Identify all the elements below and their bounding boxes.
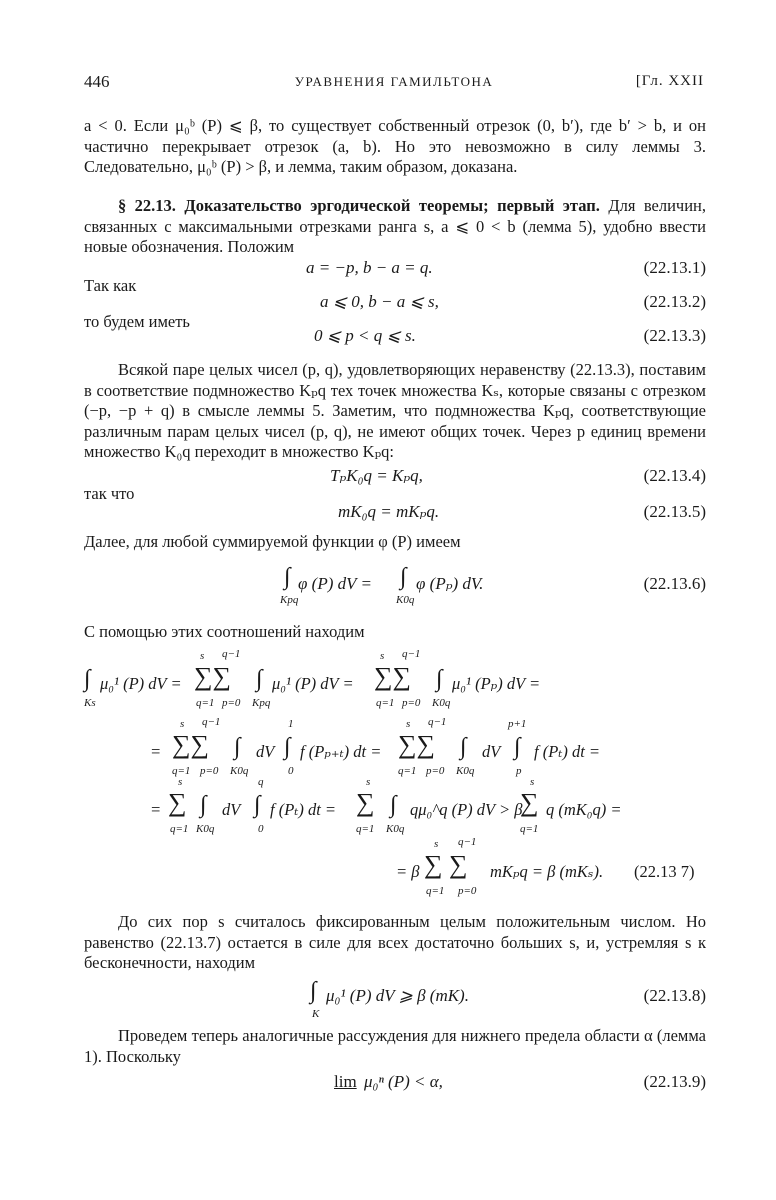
integral-sign: ∫ bbox=[436, 666, 443, 692]
sum-limit: q−1 bbox=[428, 716, 447, 728]
term: q (mK₀q) = bbox=[546, 800, 622, 819]
integral-sign: ∫ bbox=[234, 734, 241, 760]
sum-sign: ∑ ∑ bbox=[424, 850, 468, 879]
integral-limit: K0q bbox=[196, 823, 215, 835]
page-header bbox=[84, 72, 704, 96]
equation-number: (22.13.3) bbox=[643, 326, 706, 345]
integral-limit: K bbox=[312, 1008, 320, 1020]
equation-number: (22.13.9) bbox=[643, 1072, 706, 1091]
equation-number: (22.13.1) bbox=[643, 258, 706, 277]
term: f (Pₜ) dt = bbox=[534, 742, 601, 761]
integral-limit: p bbox=[516, 765, 522, 777]
equation-number: (22.13.2) bbox=[643, 292, 706, 311]
sum-limit: q=1 bbox=[398, 765, 417, 777]
term: μ₀¹ (P) dV = bbox=[100, 674, 182, 693]
sum-limit: q=1 bbox=[426, 885, 445, 897]
pairs-paragraph: Всякой паре целых чисел (p, q), удовлетворяющих неравенству (22.13.3), поставим в соответствие подмножество Kₚq тех точек множества Kₛ, которые связаны с отрезком (−p, −p + q) в смысле леммы 5. Заметим, что подмножества Kₚq, соответствующие различным парам целых чисел (p, q), не имеют общих точек. Через p единиц времени множество K₀q переходит в множество Kₚq: bbox=[84, 360, 706, 461]
sum-limit: q=1 bbox=[376, 697, 395, 709]
equation-number: (22.13.5) bbox=[643, 502, 706, 521]
sum-limit: q=1 bbox=[172, 765, 191, 777]
sum-limit: s bbox=[178, 776, 183, 788]
integral-limit: K0q bbox=[386, 823, 405, 835]
equation-22-13-6 bbox=[84, 564, 706, 612]
integral-sign: ∫ bbox=[460, 734, 467, 760]
equation-number: (22.13.4) bbox=[643, 466, 706, 485]
integral-limit: q bbox=[258, 776, 264, 788]
label-to-budem: то будем иметь bbox=[84, 312, 190, 331]
sum-limit: s bbox=[200, 650, 205, 662]
term: f (Pₜ) dt = bbox=[270, 800, 337, 819]
term: qμ₀^q (P) dV > β bbox=[410, 800, 523, 819]
equation-22-13-1 bbox=[84, 258, 706, 282]
integral-sign: ∫ bbox=[254, 792, 261, 818]
page-number: 446 bbox=[84, 72, 110, 91]
integral-sign: ∫ bbox=[84, 666, 91, 692]
equation-formula: μ₀ⁿ (P) < α, bbox=[364, 1072, 443, 1091]
sum-limit: q=1 bbox=[170, 823, 189, 835]
sum-limit: q−1 bbox=[202, 716, 221, 728]
equation-number: (22.13.8) bbox=[643, 986, 706, 1005]
equation-formula: TₚK₀q = Kₚq, bbox=[330, 466, 423, 485]
equation-formula: 0 ⩽ p < q ⩽ s. bbox=[314, 326, 416, 345]
integral-sign: ∫ bbox=[514, 734, 521, 760]
sum-sign: ∑ bbox=[520, 788, 539, 817]
term: μ₀¹ (Pₚ) dV = bbox=[452, 674, 541, 693]
chapter-label: [Гл. XXII bbox=[635, 73, 704, 89]
sum-limit: p=0 bbox=[222, 697, 241, 709]
equation-22-13-5 bbox=[84, 502, 706, 526]
sum-limit: s bbox=[406, 718, 411, 730]
section-text: Для величин, связанных с максимальными отрезками ранга s, a ⩽ 0 < b (лемма 5), удобно ввести новые обозначения. Положим bbox=[84, 196, 706, 256]
dalee-paragraph: Далее, для любой суммируемой функции φ (P) имеем bbox=[84, 532, 461, 551]
sum-limit: p=0 bbox=[402, 697, 421, 709]
integral-limit: K0q bbox=[396, 594, 415, 606]
sum-sign: ∑∑ bbox=[398, 730, 436, 759]
term: μ₀¹ (P) dV = bbox=[272, 674, 354, 693]
integral-sign: ∫ bbox=[256, 666, 263, 692]
label-tak-chto: так что bbox=[84, 484, 135, 503]
sum-limit: q−1 bbox=[402, 648, 421, 660]
equation-formula: a ⩽ 0, b − a ⩽ s, bbox=[320, 292, 439, 311]
do-sih-paragraph: До сих пор s считалось фиксированным целым положительным числом. Но равенство (22.13.7) остается в силе для всех достаточно больших s, и, устремляя s к бесконечности, находим bbox=[84, 912, 706, 972]
equation-22-13-3 bbox=[84, 326, 706, 350]
integral-limit: 0 bbox=[258, 823, 264, 835]
equals-sign: = bbox=[150, 800, 162, 819]
sum-sign: ∑ bbox=[356, 788, 375, 817]
lim-operator: lim bbox=[334, 1072, 357, 1091]
sum-limit: p=0 bbox=[426, 765, 445, 777]
integral-limit: K0q bbox=[230, 765, 249, 777]
equation-formula: a = −p, b − a = q. bbox=[306, 258, 433, 277]
sum-limit: p=0 bbox=[200, 765, 219, 777]
integral-limit: 1 bbox=[288, 718, 294, 730]
section-paragraph bbox=[84, 196, 706, 258]
term: f (Pₚ₊ₜ) dt = bbox=[300, 742, 382, 761]
equation-22-13-8 bbox=[84, 978, 706, 1020]
label-tak-kak: Так как bbox=[84, 276, 137, 295]
equation-left: φ (P) dV = bbox=[298, 574, 372, 593]
sum-limit: q−1 bbox=[458, 836, 477, 848]
term: dV bbox=[256, 742, 275, 761]
integral-limit: K0q bbox=[432, 697, 451, 709]
section-heading: § 22.13. Доказательство эргодической теоремы; первый этап. bbox=[118, 196, 600, 215]
integral-sign: ∫ bbox=[400, 564, 407, 590]
integral-sign: ∫ bbox=[284, 734, 291, 760]
equals-sign: = bbox=[150, 742, 162, 761]
provedem-paragraph: Проведем теперь аналогичные рассуждения для нижнего предела области α (лемма 1). Поскольку bbox=[84, 1026, 706, 1066]
equation-22-13-9 bbox=[84, 1072, 706, 1096]
sum-limit: q=1 bbox=[196, 697, 215, 709]
term: dV bbox=[482, 742, 501, 761]
sum-limit: p=0 bbox=[458, 885, 477, 897]
sum-sign: ∑∑ bbox=[172, 730, 210, 759]
integral-limit: Kpq bbox=[280, 594, 299, 606]
sum-sign: ∑ bbox=[168, 788, 187, 817]
integral-sign: ∫ bbox=[284, 564, 291, 590]
integral-sign: ∫ bbox=[390, 792, 397, 818]
sum-limit: q=1 bbox=[356, 823, 375, 835]
sum-limit: s bbox=[180, 718, 185, 730]
s-pomoshchyu-paragraph: С помощью этих соотношений находим bbox=[84, 622, 365, 641]
equation-number: (22.13 7) bbox=[634, 862, 695, 881]
equation-formula: μ₀¹ (P) dV ⩾ β (mK). bbox=[326, 986, 469, 1005]
integral-limit: 0 bbox=[288, 765, 294, 777]
running-title: УРАВНЕНИЯ ГАМИЛЬТОНА bbox=[294, 74, 494, 89]
term: mKₚq = β (mKₛ). bbox=[490, 862, 604, 881]
sum-limit: s bbox=[366, 776, 371, 788]
equation-22-13-4 bbox=[84, 466, 706, 490]
integral-limit: K0q bbox=[456, 765, 475, 777]
sum-limit: s bbox=[530, 776, 535, 788]
integral-sign: ∫ bbox=[310, 978, 317, 1004]
term: dV bbox=[222, 800, 241, 819]
sum-limit: s bbox=[434, 838, 439, 850]
sum-limit: s bbox=[380, 650, 385, 662]
sum-sign: ∑∑ bbox=[194, 662, 232, 691]
intro-paragraph: a < 0. Если μ₀ᵇ (P) ⩽ β, то существует собственный отрезок (0, b′), где b′ > b, и он частично перекрывает отрезок (a, b). Но это невозможно в силу леммы 3. Следовательно, μ₀ᵇ (P) > β, и лемма, таким образом, доказана. bbox=[84, 116, 706, 176]
sum-sign: ∑∑ bbox=[374, 662, 412, 691]
integral-sign: ∫ bbox=[200, 792, 207, 818]
integral-limit: p+1 bbox=[508, 718, 527, 730]
sum-limit: q=1 bbox=[520, 823, 539, 835]
term: = β bbox=[396, 862, 420, 881]
integral-limit: Ks bbox=[84, 697, 96, 709]
sum-limit: q−1 bbox=[222, 648, 241, 660]
integral-limit: Kpq bbox=[252, 697, 271, 709]
equation-formula: mK₀q = mKₚq. bbox=[338, 502, 440, 521]
equation-right: φ (Pₚ) dV. bbox=[416, 574, 484, 593]
equation-number: (22.13.6) bbox=[643, 574, 706, 593]
